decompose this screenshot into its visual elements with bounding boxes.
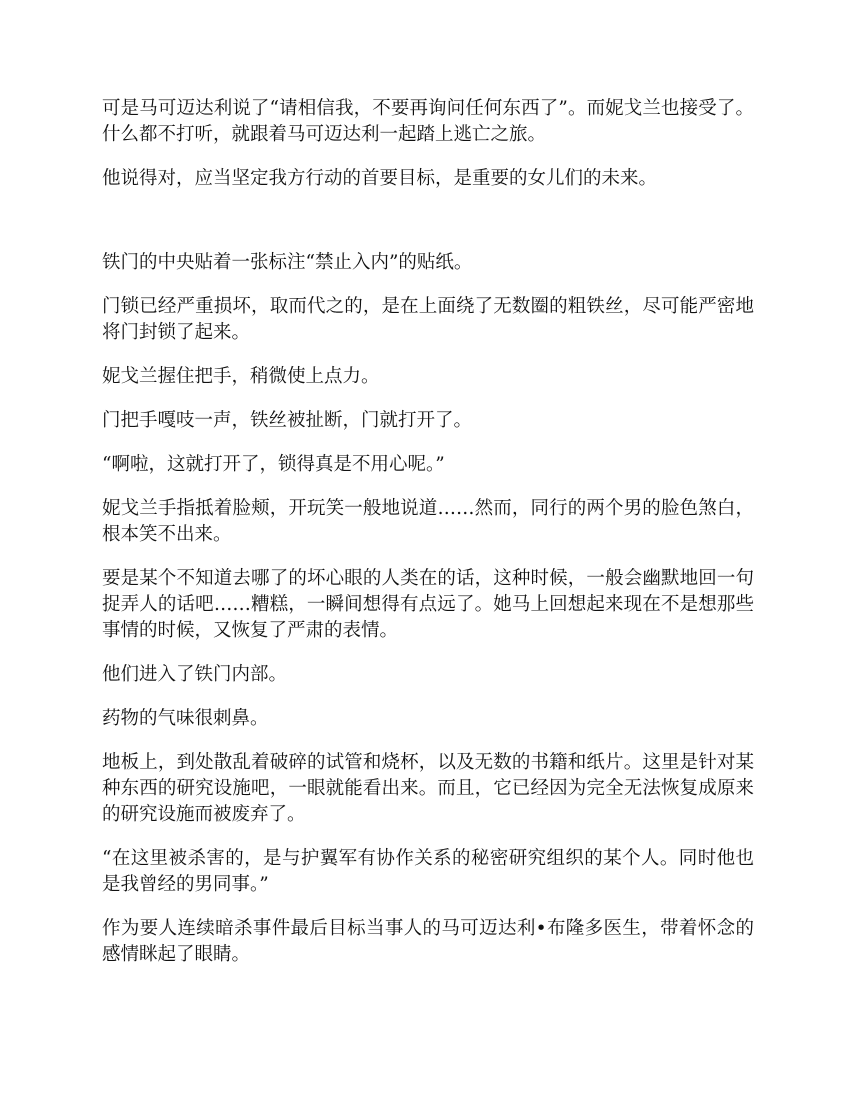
paragraph-entered: 他们进入了铁门内部。 (102, 664, 288, 685)
paragraph-grab-handle: 妮戈兰握住把手，稍微使上点力。 (102, 366, 380, 387)
paragraph-reminiscence: 要是某个不知道去哪了的坏心眼的人类在的话，这种时候，一般会幽默地回一句捉弄人的话吧……糟糕，一瞬间想得有点远了。她马上回想起来现在不是想那些事情的时候，又恢复了严肃的表情。 (102, 568, 754, 641)
paragraph-dialogue-opened: “啊啦，这就打开了，锁得真是不用心呢。” (102, 454, 445, 475)
paragraph-escape-journey: 可是马可迈达利说了“请相信我，不要再询问任何东西了”。而妮戈兰也接受了。什么都不打听，就跟着马可迈达利一起踏上逃亡之旅。 (102, 98, 754, 145)
paragraph-joking: 妮戈兰手指抵着脸颊，开玩笑一般地说道……然而，同行的两个男的脸色煞白，根本笑不出来。 (102, 498, 754, 545)
paragraph-dialogue-victim: “在这里被杀害的，是与护翼军有协作关系的秘密研究组织的某个人。同时他也是我曾经的男同事。” (102, 848, 754, 895)
paragraph-smell: 药物的气味很刺鼻。 (102, 708, 269, 729)
paragraph-daughters-future: 他说得对，应当坚定我方行动的首要目标，是重要的女儿们的未来。 (102, 168, 658, 189)
document-page (102, 96, 754, 986)
paragraph-broken-lock: 门锁已经严重损坏，取而代之的，是在上面绕了无数圈的粗铁丝，尽可能严密地将门封锁了起来。 (102, 296, 754, 343)
section-break (102, 210, 754, 250)
paragraph-doctor-nostalgia: 作为要人连续暗杀事件最后目标当事人的马可迈达利•布隆多医生，带着怀念的感情眯起了眼睛。 (102, 918, 754, 965)
paragraph-lab-description: 地板上，到处散乱着破碎的试管和烧杯，以及无数的书籍和纸片。这里是针对某种东西的研究设施吧，一眼就能看出来。而且，它已经因为完全无法恢复成原来的研究设施而被废弃了。 (102, 752, 754, 825)
paragraph-no-entry-sticker: 铁门的中央贴着一张标注“禁止入内”的贴纸。 (102, 252, 473, 273)
paragraph-door-opened: 门把手嘎吱一声，铁丝被扯断，门就打开了。 (102, 410, 473, 431)
